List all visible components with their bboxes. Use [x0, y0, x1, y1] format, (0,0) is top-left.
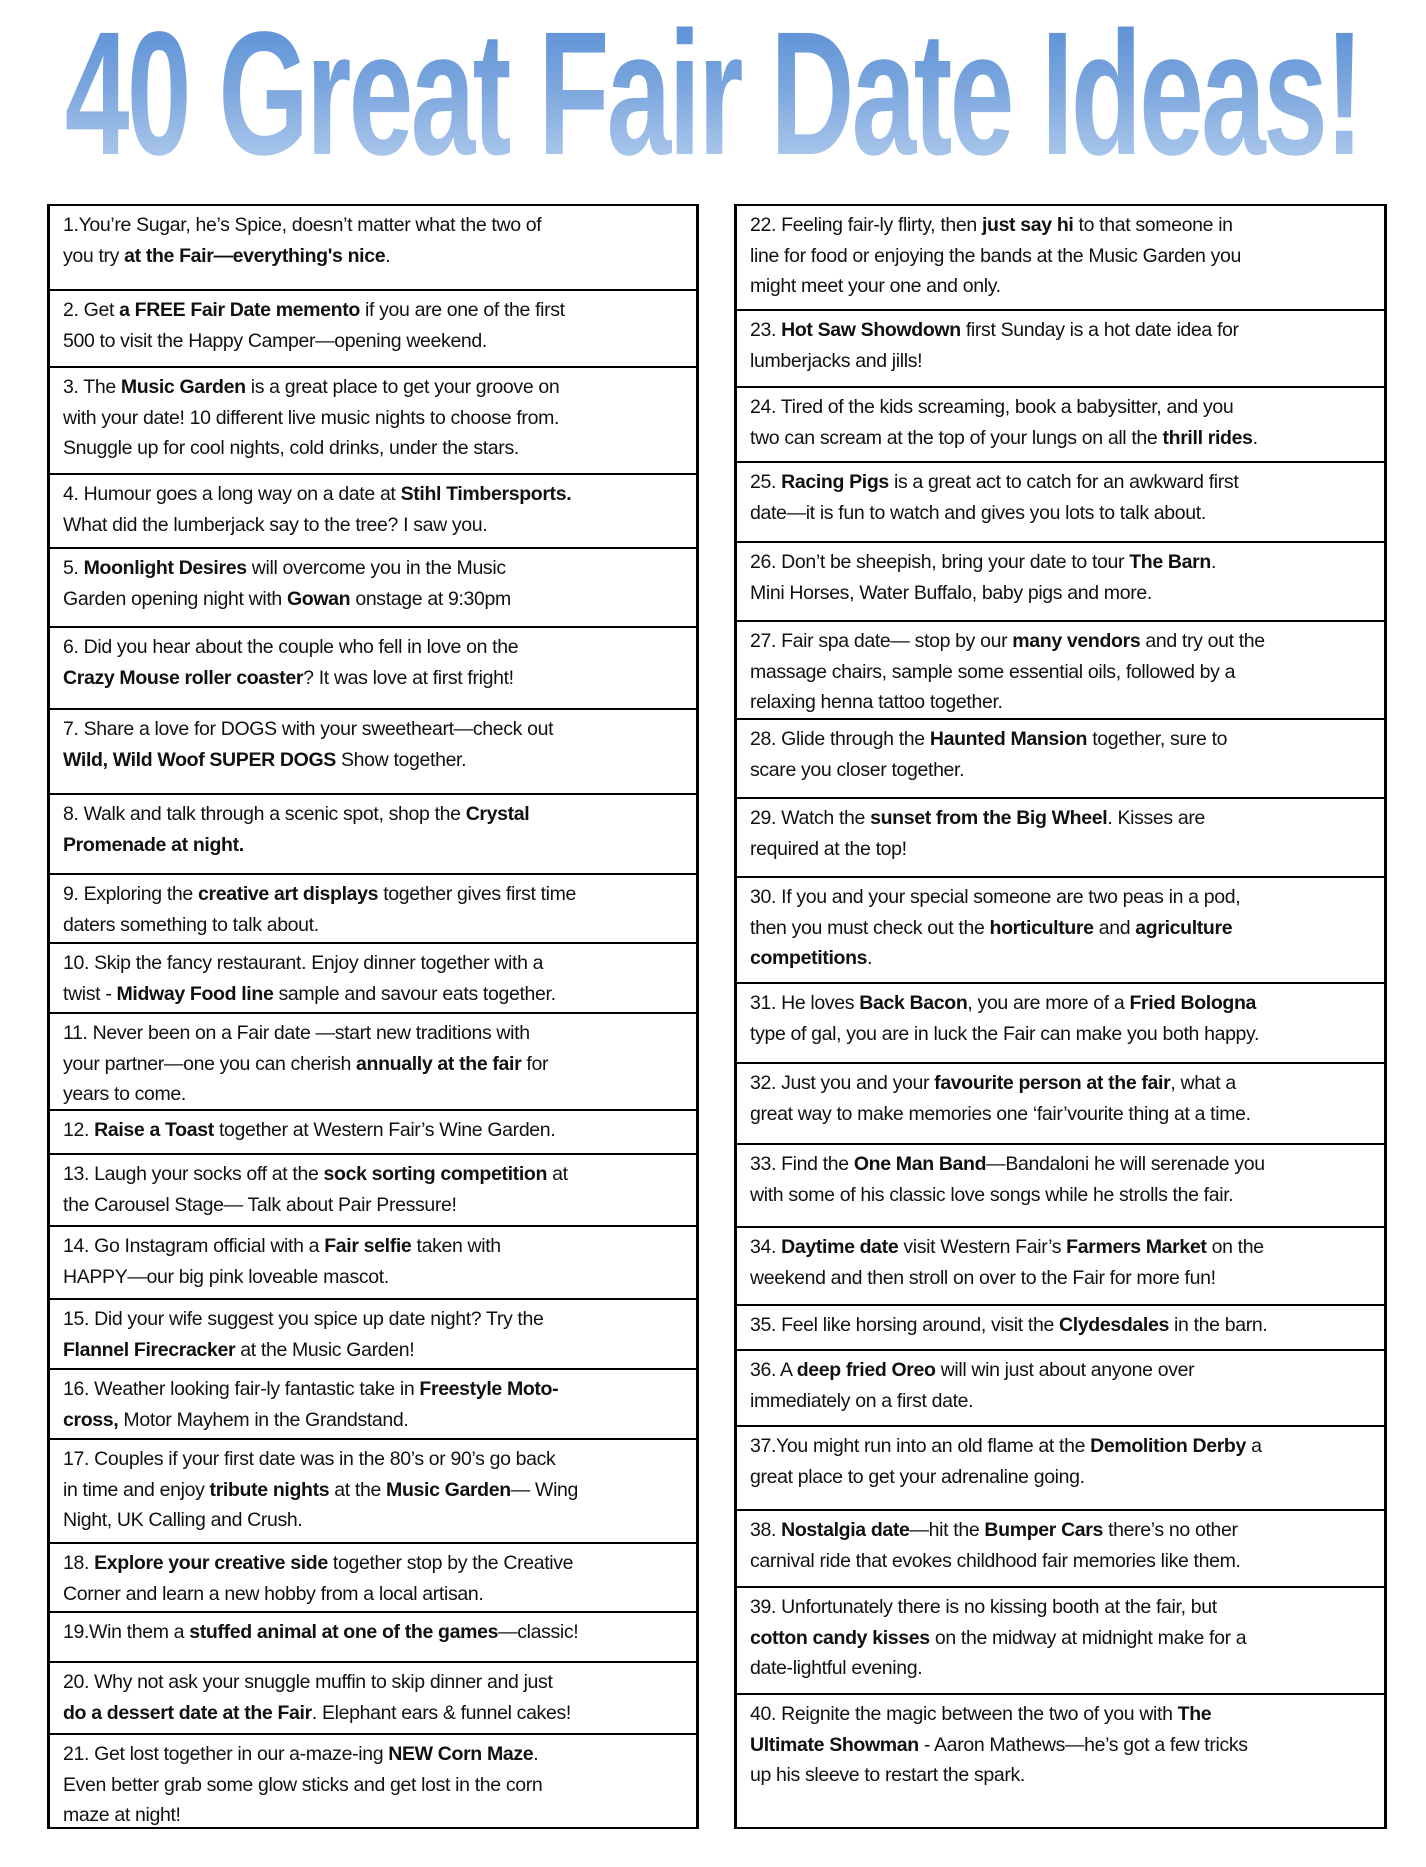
idea-text: years to come. — [63, 1083, 186, 1105]
idea-text-line — [63, 948, 686, 979]
idea-text-line — [750, 1431, 1374, 1462]
idea-text: sample and savour eats together. — [273, 982, 556, 1005]
idea-highlight: Freestyle Moto- — [419, 1378, 559, 1400]
idea-text: for — [521, 1052, 549, 1075]
idea-item — [47, 1109, 699, 1155]
idea-text-line — [63, 584, 686, 615]
idea-text-line — [63, 1548, 686, 1579]
idea-text-line — [750, 241, 1374, 272]
idea-text: and — [1093, 916, 1136, 939]
idea-text-line — [63, 326, 686, 357]
idea-item — [47, 1012, 699, 1111]
idea-text: 28. Glide through the — [750, 728, 930, 750]
idea-text-line — [63, 663, 686, 694]
idea-highlight: competitions — [750, 947, 868, 969]
idea-text-line — [63, 1667, 686, 1698]
idea-item — [734, 876, 1387, 984]
idea-item — [734, 1304, 1387, 1351]
idea-text: there’s no other — [1103, 1519, 1238, 1541]
idea-text: and try out the — [1140, 630, 1265, 652]
idea-text: , what a — [1170, 1072, 1236, 1094]
idea-text: What did the lumberjack say to the tree? I saw you. — [63, 513, 488, 536]
idea-text: Snuggle up for cool nights, cold drinks, under the stars. — [63, 437, 519, 459]
idea-text: 34. — [750, 1236, 782, 1258]
idea-text-line — [63, 979, 686, 1010]
idea-text: 18. — [63, 1552, 95, 1574]
idea-highlight: Fair selfie — [324, 1235, 412, 1257]
idea-text: 12. — [63, 1119, 95, 1141]
idea-item — [734, 1509, 1387, 1588]
idea-text: great place to get your adrenaline going. — [750, 1465, 1085, 1488]
idea-text: a — [1246, 1435, 1262, 1457]
idea-text: Mini Horses, Water Buffalo, baby pigs and more. — [750, 581, 1152, 604]
idea-text: 5. — [63, 557, 84, 579]
idea-text: line for food or enjoying the bands at the Music Garden you — [750, 244, 1241, 267]
idea-highlight: Stihl Timbersports. — [400, 483, 572, 505]
idea-text: 40. Reignite the magic between the two of you with — [750, 1703, 1178, 1725]
idea-highlight: agriculture — [1135, 916, 1233, 939]
idea-highlight: thrill rides — [1162, 426, 1253, 449]
idea-highlight: cross, — [63, 1408, 119, 1431]
idea-text-line — [63, 799, 686, 830]
idea-text: 2. Get — [63, 299, 120, 321]
idea-text-line — [63, 1770, 686, 1801]
idea-text-line — [750, 687, 1374, 718]
idea-highlight: annually at the fair — [356, 1052, 522, 1075]
idea-item — [47, 1438, 699, 1544]
idea-text: 33. Find the — [750, 1153, 854, 1175]
idea-text-line — [750, 467, 1374, 498]
idea-highlight: Farmers Market — [1066, 1236, 1207, 1258]
idea-item — [734, 541, 1387, 622]
idea-highlight: at the Fair—everything's nice — [124, 244, 386, 267]
idea-item — [734, 1349, 1387, 1427]
idea-text: Night, UK Calling and Crush. — [63, 1509, 303, 1531]
idea-text-line — [750, 1019, 1374, 1050]
idea-highlight: The Barn — [1129, 551, 1211, 573]
idea-highlight: Daytime date — [781, 1236, 899, 1258]
idea-item — [734, 1226, 1387, 1306]
idea-text: —classic! — [498, 1621, 579, 1643]
idea-highlight: cotton candy kisses — [750, 1626, 930, 1649]
idea-text: daters something to talk about. — [63, 913, 319, 936]
idea-highlight: many vendors — [1012, 630, 1141, 652]
idea-text: up his sleeve to restart the spark. — [750, 1764, 1025, 1786]
idea-highlight: Raise a Toast — [94, 1119, 214, 1141]
idea-text: 20. Why not ask your snuggle muffin to skip dinner and just — [63, 1671, 553, 1693]
idea-highlight: Promenade at night. — [63, 833, 244, 856]
idea-highlight: just say hi — [981, 214, 1074, 236]
idea-text: - Aaron Mathews—he’s got a few tricks — [918, 1733, 1248, 1756]
idea-text-line — [750, 547, 1374, 578]
idea-text-line — [750, 1515, 1374, 1546]
idea-text-line — [750, 392, 1374, 423]
idea-text: Even better grab some glow sticks and get lost in the corn — [63, 1773, 543, 1796]
idea-text-line — [63, 1617, 686, 1648]
idea-text-line — [63, 1115, 686, 1146]
idea-text-line — [750, 315, 1374, 346]
idea-text-line — [63, 1018, 686, 1049]
idea-text-line — [750, 755, 1374, 786]
idea-text: lumberjacks and jills! — [750, 349, 923, 372]
idea-item — [734, 1425, 1387, 1511]
idea-text: required at the top! — [750, 837, 907, 860]
idea-text: with your date! 10 different live music nights to choose from. — [63, 406, 560, 429]
idea-text: 32. Just you and your — [750, 1072, 935, 1094]
idea-item — [734, 1062, 1387, 1145]
idea-text: 36. A — [750, 1359, 797, 1381]
idea-highlight: horticulture — [989, 916, 1094, 939]
idea-item — [47, 1661, 699, 1735]
idea-text: type of gal, you are in luck the Fair can make you both happy. — [750, 1022, 1260, 1045]
idea-text-line — [63, 830, 686, 861]
idea-text: two can scream at the top of your lungs on all the — [750, 426, 1163, 449]
idea-highlight: Music Garden — [120, 376, 246, 398]
idea-text-line — [63, 1579, 686, 1610]
idea-text: date-lightful evening. — [750, 1657, 923, 1679]
idea-text: 39. Unfortunately there is no kissing booth at the fair, but — [750, 1596, 1217, 1618]
idea-highlight: Hot Saw Showdown — [781, 319, 961, 341]
idea-text-line — [750, 498, 1374, 529]
idea-text-line — [750, 1068, 1374, 1099]
idea-text: weekend and then stroll on over to the Fair for more fun! — [750, 1266, 1216, 1289]
idea-text-line — [63, 1505, 686, 1536]
idea-text-line — [63, 745, 686, 776]
idea-item — [734, 1586, 1387, 1695]
idea-text: will win just about anyone over — [935, 1359, 1195, 1381]
idea-text: 3. The — [63, 376, 121, 398]
idea-text-line — [750, 1730, 1374, 1761]
idea-text-line — [750, 913, 1374, 944]
idea-text-line — [63, 1304, 686, 1335]
idea-text: 10. Skip the fancy restaurant. Enjoy dinner together with a — [63, 952, 544, 974]
idea-text: 22. Feeling fair-ly flirty, then — [750, 214, 982, 236]
idea-text: carnival ride that evokes childhood fair memories like them. — [750, 1549, 1241, 1572]
idea-highlight: deep fried Oreo — [796, 1359, 936, 1381]
idea-text-line — [750, 1546, 1374, 1577]
idea-text: HAPPY—our big pink loveable mascot. — [63, 1265, 389, 1288]
idea-text-line — [63, 1049, 686, 1080]
idea-text: 11. Never been on a Fair date —start new traditions with — [63, 1022, 530, 1044]
idea-text: visit Western Fair’s — [898, 1236, 1067, 1258]
idea-text-line — [63, 241, 686, 272]
idea-text-line — [750, 1653, 1374, 1684]
idea-text: at — [547, 1163, 568, 1185]
idea-text: will overcome you in the Music — [246, 557, 506, 579]
idea-text: might meet your one and only. — [750, 275, 1001, 297]
idea-text-line — [63, 1262, 686, 1293]
idea-text: . — [533, 1743, 539, 1765]
idea-item — [47, 1368, 699, 1440]
idea-text-line — [63, 1231, 686, 1262]
idea-text-line — [750, 834, 1374, 865]
idea-text: —hit the — [909, 1519, 985, 1541]
idea-text: then you must check out the — [750, 916, 990, 939]
idea-text-line — [750, 1386, 1374, 1417]
idea-item — [47, 1611, 699, 1663]
idea-text: massage chairs, sample some essential oils, followed by a — [750, 660, 1236, 683]
idea-text: 27. Fair spa date— stop by our — [750, 630, 1013, 652]
idea-highlight: sunset from the Big Wheel — [870, 807, 1108, 829]
idea-text-line — [750, 1592, 1374, 1623]
idea-text: 17. Couples if your first date was in the 80’s or 90’s go back — [63, 1448, 556, 1470]
idea-text-line — [63, 1739, 686, 1770]
idea-text: 21. Get lost together in our a-maze-ing — [63, 1743, 389, 1765]
idea-text-line — [63, 1405, 686, 1436]
idea-text: if you are one of the first — [359, 299, 565, 321]
idea-text-line — [750, 1462, 1374, 1493]
idea-text-line — [63, 1374, 686, 1405]
idea-text-line — [63, 1159, 686, 1190]
idea-text: Corner and learn a new hobby from a local artisan. — [63, 1582, 484, 1605]
idea-text-line — [750, 1232, 1374, 1263]
idea-text-line — [63, 1698, 686, 1729]
idea-text-line — [63, 1335, 686, 1366]
idea-text: the Carousel Stage— Talk about Pair Pressure! — [63, 1193, 457, 1216]
idea-text-line — [750, 346, 1374, 377]
idea-text: to that someone in — [1073, 214, 1233, 236]
idea-text-line — [750, 1180, 1374, 1211]
idea-text-line — [750, 578, 1374, 609]
idea-text: together stop by the Creative — [327, 1552, 574, 1574]
idea-text: twist - — [63, 982, 117, 1005]
idea-text-line — [63, 553, 686, 584]
idea-text: — Wing — [510, 1478, 579, 1501]
idea-highlight: NEW Corn Maze — [388, 1743, 534, 1765]
idea-item — [47, 873, 699, 944]
idea-item — [47, 1225, 699, 1300]
idea-text: together, sure to — [1087, 728, 1228, 750]
idea-highlight: Back Bacon — [859, 992, 968, 1014]
idea-highlight: Racing Pigs — [781, 471, 889, 493]
idea-text: 14. Go Instagram official with a — [63, 1235, 325, 1257]
idea-text: with some of his classic love songs while he strolls the fair. — [750, 1183, 1234, 1206]
idea-text-line — [750, 657, 1374, 688]
idea-text: you try — [63, 244, 125, 267]
idea-text: 30. If you and your special someone are two peas in a pod, — [750, 886, 1241, 908]
idea-text-line — [750, 988, 1374, 1019]
idea-highlight: a FREE Fair Date memento — [119, 299, 360, 321]
idea-text: together at Western Fair’s Wine Garden. — [213, 1119, 556, 1141]
idea-item — [734, 204, 1387, 311]
idea-text: Motor Mayhem in the Grandstand. — [118, 1408, 409, 1431]
idea-text: 13. Laugh your socks off at the — [63, 1163, 324, 1185]
page-title: 40 Great Fair Date Ideas! — [64, 0, 1362, 192]
idea-text-line — [63, 1190, 686, 1221]
idea-highlight: Crystal — [465, 803, 530, 825]
idea-text-line — [750, 1355, 1374, 1386]
idea-text-line — [750, 803, 1374, 834]
idea-item — [47, 1153, 699, 1227]
idea-text: . — [1252, 426, 1258, 449]
idea-text-line — [63, 295, 686, 326]
idea-item — [47, 793, 699, 875]
idea-text: 500 to visit the Happy Camper—opening weekend. — [63, 329, 487, 352]
idea-highlight: Demolition Derby — [1090, 1435, 1246, 1457]
idea-text: first Sunday is a hot date idea for — [960, 319, 1239, 341]
idea-highlight: stuffed animal at one of the games — [189, 1621, 499, 1643]
idea-highlight: Clydesdales — [1059, 1314, 1169, 1336]
idea-text: 24. Tired of the kids screaming, book a babysitter, and you — [750, 396, 1234, 418]
idea-text-line — [750, 1760, 1374, 1791]
idea-text-line — [63, 403, 686, 434]
idea-text-line — [750, 626, 1374, 657]
idea-text: your partner—one you can cherish — [63, 1052, 357, 1075]
idea-highlight: tribute nights — [209, 1478, 330, 1501]
idea-text: maze at night! — [63, 1804, 181, 1826]
idea-item — [47, 204, 699, 291]
idea-text-line — [750, 1263, 1374, 1294]
idea-item — [47, 1298, 699, 1370]
idea-item — [734, 1693, 1387, 1829]
idea-item — [734, 386, 1387, 463]
idea-highlight: Midway Food line — [116, 982, 274, 1005]
idea-text: relaxing henna tattoo together. — [750, 691, 1003, 713]
idea-text-line — [750, 271, 1374, 302]
idea-highlight: sock sorting competition — [323, 1163, 548, 1185]
idea-text: 31. He loves — [750, 992, 860, 1014]
idea-item — [47, 626, 699, 710]
idea-highlight: The — [1177, 1703, 1212, 1725]
idea-highlight: One Man Band — [853, 1153, 987, 1175]
idea-item — [47, 366, 699, 475]
idea-item — [734, 620, 1387, 720]
idea-text: 6. Did you hear about the couple who fell in love on the — [63, 636, 519, 658]
idea-text-line — [750, 882, 1374, 913]
idea-highlight: creative art displays — [197, 883, 379, 905]
idea-item — [734, 461, 1387, 543]
idea-highlight: Explore your creative side — [94, 1552, 328, 1574]
idea-item — [47, 1733, 699, 1829]
idea-text: on the — [1206, 1236, 1264, 1258]
idea-text: 9. Exploring the — [63, 883, 198, 905]
idea-text-line — [750, 1099, 1374, 1130]
idea-item — [47, 547, 699, 628]
idea-text: in the barn. — [1168, 1314, 1268, 1336]
idea-text: Show together. — [335, 748, 467, 771]
idea-text-line — [750, 943, 1374, 974]
idea-item — [47, 1542, 699, 1613]
idea-item — [47, 942, 699, 1014]
idea-text-line — [63, 1800, 686, 1831]
idea-text: in time and enjoy — [63, 1478, 210, 1501]
idea-highlight: Flannel Firecracker — [63, 1338, 236, 1361]
idea-text-line — [63, 879, 686, 910]
idea-text-line — [750, 1699, 1374, 1730]
idea-item — [734, 797, 1387, 878]
idea-text: is a great place to get your groove on — [245, 376, 560, 398]
idea-text: onstage at 9:30pm — [350, 587, 511, 610]
idea-text: is a great act to catch for an awkward first — [888, 471, 1239, 493]
idea-text-line — [63, 1079, 686, 1110]
idea-highlight: Nostalgia date — [781, 1519, 910, 1541]
idea-text: 38. — [750, 1519, 782, 1541]
idea-text: on the midway at midnight make for a — [929, 1626, 1247, 1649]
idea-highlight: favourite person at the fair — [934, 1072, 1171, 1094]
idea-highlight: Haunted Mansion — [929, 728, 1088, 750]
idea-text: 29. Watch the — [750, 807, 871, 829]
idea-text: taken with — [411, 1235, 501, 1257]
idea-text-line — [63, 372, 686, 403]
idea-text: . Elephant ears & funnel cakes! — [311, 1701, 571, 1724]
idea-text: together gives first time — [378, 883, 577, 905]
idea-highlight: Gowan — [286, 587, 351, 610]
idea-text-line — [750, 210, 1374, 241]
idea-text: date—it is fun to watch and gives you lots to talk about. — [750, 501, 1206, 524]
idea-highlight: Fried Bologna — [1129, 992, 1257, 1014]
idea-text: at the Music Garden! — [235, 1338, 415, 1361]
idea-text-line — [750, 724, 1374, 755]
idea-text-line — [750, 1623, 1374, 1654]
idea-text: 19.Win them a — [63, 1621, 190, 1643]
idea-text: 7. Share a love for DOGS with your sweetheart—check out — [63, 718, 554, 740]
idea-item — [47, 708, 699, 795]
idea-text: . — [867, 947, 873, 969]
idea-text: 15. Did your wife suggest you spice up date night? Try the — [63, 1308, 544, 1330]
idea-text: 25. — [750, 471, 782, 493]
idea-text: scare you closer together. — [750, 758, 965, 781]
idea-item — [734, 718, 1387, 799]
idea-highlight: Music Garden — [386, 1478, 511, 1501]
idea-item — [47, 473, 699, 549]
idea-text-line — [63, 1475, 686, 1506]
idea-text: . — [1210, 551, 1217, 573]
idea-text-line — [63, 1444, 686, 1475]
idea-highlight: Bumper Cars — [984, 1519, 1104, 1541]
idea-highlight: Moonlight Desires — [83, 557, 247, 579]
idea-text: 8. Walk and talk through a scenic spot, shop the — [63, 803, 466, 825]
idea-item — [734, 1143, 1387, 1228]
idea-item — [734, 982, 1387, 1064]
idea-text-line — [63, 210, 686, 241]
idea-text: ? It was love at first fright! — [303, 666, 514, 689]
idea-text-line — [63, 433, 686, 464]
idea-text: 4. Humour goes a long way on a date at — [63, 483, 401, 505]
idea-highlight: Wild, Wild Woof SUPER DOGS — [63, 748, 336, 771]
idea-highlight: do a dessert date at the Fair — [63, 1701, 312, 1724]
idea-highlight: Crazy Mouse roller coaster — [63, 666, 304, 689]
idea-text-line — [63, 910, 686, 941]
idea-text: 1.You’re Sugar, he’s Spice, doesn’t matter what the two of — [63, 214, 542, 236]
idea-text: . — [385, 244, 391, 267]
idea-text: 37.You might run into an old flame at the — [750, 1435, 1091, 1457]
title-banner — [0, 0, 1426, 192]
idea-text-line — [750, 423, 1374, 454]
idea-item — [734, 309, 1387, 388]
idea-highlight: Ultimate Showman — [750, 1733, 919, 1756]
idea-text: at the — [329, 1478, 387, 1501]
idea-text-line — [750, 1149, 1374, 1180]
idea-item — [47, 289, 699, 368]
idea-text-line — [750, 1310, 1374, 1341]
idea-text-line — [63, 632, 686, 663]
idea-text: 16. Weather looking fair-ly fantastic take in — [63, 1378, 420, 1400]
idea-text: —Bandaloni he will serenade you — [986, 1153, 1265, 1175]
idea-text-line — [63, 510, 686, 541]
idea-text-line — [63, 714, 686, 745]
idea-text: great way to make memories one ‘fair’vourite thing at a time. — [750, 1102, 1251, 1125]
idea-text: 23. — [750, 319, 782, 341]
idea-text-line — [63, 479, 686, 510]
idea-text: Garden opening night with — [63, 587, 287, 610]
idea-text: 35. Feel like horsing around, visit the — [750, 1314, 1060, 1336]
idea-text: immediately on a first date. — [750, 1389, 974, 1412]
idea-text: 26. Don’t be sheepish, bring your date to tour — [750, 551, 1130, 573]
idea-text: , you are more of a — [967, 992, 1130, 1014]
idea-text: . Kisses are — [1107, 807, 1205, 829]
